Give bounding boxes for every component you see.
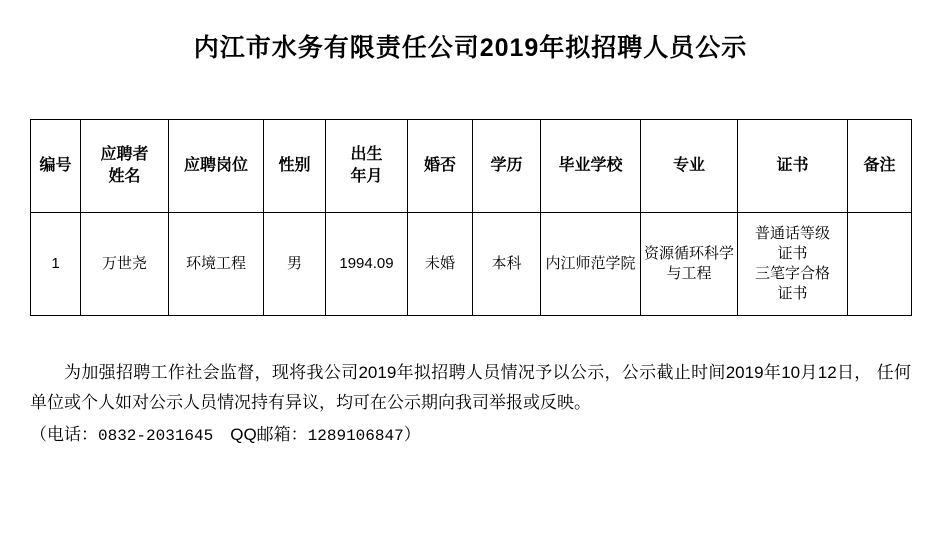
cell-certificates xyxy=(738,213,848,316)
cell-major: 资源循环科学与工程 xyxy=(641,213,738,316)
column-header-birth-line1: 出生 xyxy=(350,146,383,164)
page-title: 内江市水务有限责任公司2019年拟招聘人员公示 xyxy=(193,34,748,62)
contact-line xyxy=(30,420,911,450)
column-header-education: 学历 xyxy=(473,120,541,213)
table-header xyxy=(31,120,912,213)
document-page xyxy=(0,28,941,543)
column-header-gender: 性别 xyxy=(264,120,326,213)
contact-qq-value: 1289106847 xyxy=(307,426,404,445)
column-header-name-line1: 应聘者 xyxy=(100,146,149,164)
cell-remarks xyxy=(848,213,912,316)
column-header-birth xyxy=(326,120,408,213)
table-body xyxy=(31,213,912,316)
column-header-birth-line2: 年月 xyxy=(350,168,383,185)
notice-body xyxy=(30,358,911,450)
contact-qq-label: QQ邮箱： xyxy=(213,424,308,444)
cell-position: 环境工程 xyxy=(169,213,264,316)
cell-name: 万世尧 xyxy=(81,213,169,316)
certificate-line-4: 证书 xyxy=(777,285,808,303)
table-header-row xyxy=(31,120,912,213)
certificate-line-1: 普通话等级 xyxy=(754,224,830,242)
certificate-line-3: 三笔字合格 xyxy=(754,265,830,282)
column-header-no: 编号 xyxy=(31,120,81,213)
notice-paragraph: 为加强招聘工作社会监督，现将我公司2019年拟招聘人员情况予以公示，公示截止时间2019年10月12日， 任何单位或个人如对公示人员情况持有异议，均可在公示期向我司举报或反映。 xyxy=(30,363,911,412)
cell-marital: 未婚 xyxy=(408,213,473,316)
column-header-major: 专业 xyxy=(641,120,738,213)
column-header-certificates: 证书 xyxy=(738,120,848,213)
column-header-school: 毕业学校 xyxy=(541,120,641,213)
column-header-marital: 婚否 xyxy=(408,120,473,213)
cell-birth: 1994.09 xyxy=(326,213,408,316)
certificate-line-2: 证书 xyxy=(777,244,808,262)
cell-gender: 男 xyxy=(264,213,326,316)
column-header-name xyxy=(81,120,169,213)
applicants-table-container xyxy=(30,119,911,316)
column-header-remarks: 备注 xyxy=(848,120,912,213)
table-row xyxy=(31,213,912,316)
column-header-name-line2: 姓名 xyxy=(108,168,141,185)
contact-phone-value: 0832-2031645 xyxy=(98,426,214,445)
column-header-position: 应聘岗位 xyxy=(169,120,264,213)
cell-school: 内江师范学院 xyxy=(541,213,641,316)
applicants-table xyxy=(30,119,912,316)
cell-education: 本科 xyxy=(473,213,541,316)
contact-phone-label: （电话： xyxy=(30,424,98,444)
cell-no: 1 xyxy=(31,213,81,316)
contact-suffix: ） xyxy=(403,424,421,444)
